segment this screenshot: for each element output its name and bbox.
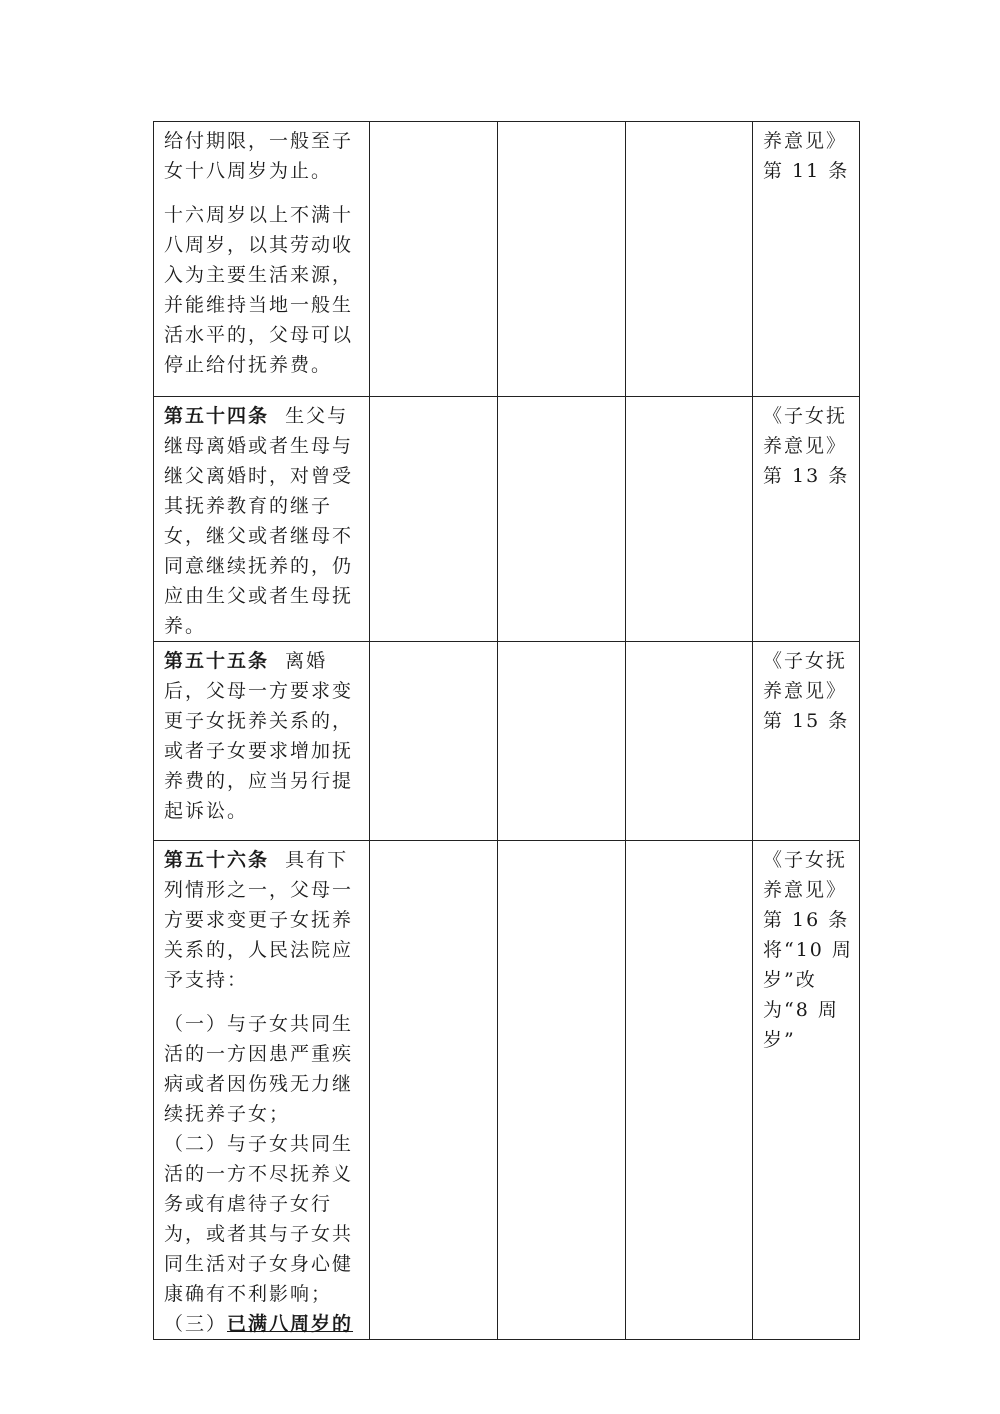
provision-text: 生父与继母离婚或者生母与继父离婚时，对曾受其抚养教育的继子女，继父或者继母不同意继续抚养的，仍应由生父或者生母抚养。 [164,405,354,637]
empty-cell [498,841,626,1340]
provision-text: 具有下列情形之一，父母一方要求变更子女抚养关系的，人民法院应予支持： [164,849,354,991]
empty-cell [626,642,753,841]
empty-cell [370,841,498,1340]
empty-cell [498,397,626,642]
item-label: （三） [164,1313,228,1335]
source-note: 《子女抚养意见》第 15 条 [763,650,850,732]
provision-cell [154,397,370,642]
list-item [164,1309,359,1339]
table-row [154,122,860,397]
source-note: 《子女抚养意见》第 13 条 [763,405,850,487]
provision-cell [154,122,370,397]
source-note-cell [753,122,860,397]
table-row [154,397,860,642]
list-item: （一）与子女共同生活的一方因患严重疾病或者因伤残无力继续抚养子女； [164,1013,354,1125]
empty-cell [498,122,626,397]
source-note-line: 《子女抚养意见》 [763,849,848,901]
source-note-line: 将“10 周岁”改为 [763,939,853,1021]
provision-cell [154,642,370,841]
empty-cell [370,642,498,841]
source-note: 养意见》第 11 条 [763,130,850,182]
provision-paragraph [164,845,359,995]
source-note-cell [753,642,860,841]
source-note-cell [753,841,860,1340]
empty-cell [626,122,753,397]
table-row [154,841,860,1340]
source-note-line: 第 16 条 [763,909,850,931]
empty-cell [626,841,753,1340]
source-note-cell [753,397,860,642]
article-number: 第五十六条 [164,849,270,871]
empty-cell [370,122,498,397]
empty-cell [626,397,753,642]
provision-paragraph: 给付期限，一般至子女十八周岁为止。 [164,130,354,182]
empty-cell [370,397,498,642]
provision-cell [154,841,370,1340]
empty-cell [498,642,626,841]
article-number: 第五十四条 [164,405,270,427]
provision-text: 离婚后，父母一方要求变更子女抚养关系的，或者子女要求增加抚养费的，应当另行提起诉讼。 [164,650,354,822]
list-item: （二）与子女共同生活的一方不尽抚养义务或有虐待子女行为，或者其与子女共同生活对子女身心健康确有不利影响； [164,1133,354,1305]
provision-paragraph: 十六周岁以上不满十八周岁，以其劳动收入为主要生活来源，并能维持当地一般生活水平的，父母可以停止给付抚养费。 [164,204,354,376]
comparison-table [153,121,860,1340]
amended-text: 已满八周岁的 [227,1313,354,1335]
source-note-line: “8 周岁” [763,999,839,1051]
table-row [154,642,860,841]
article-number: 第五十五条 [164,650,270,672]
source-note [753,841,859,1055]
